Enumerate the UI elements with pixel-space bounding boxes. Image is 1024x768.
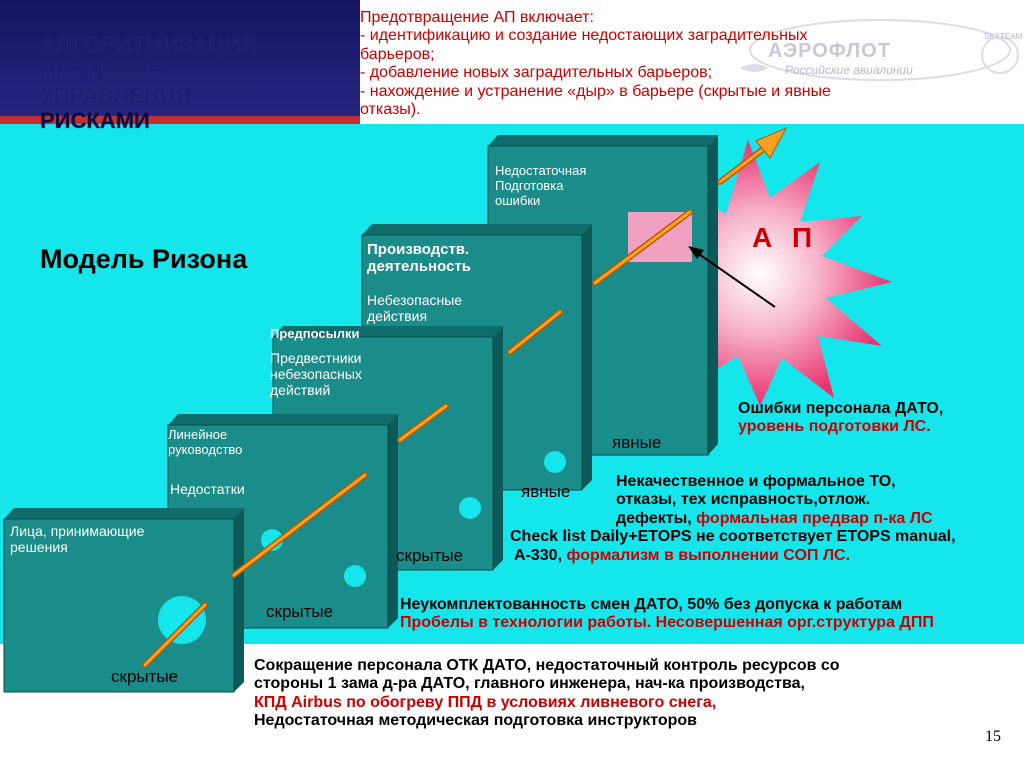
prevention-line-4: - нахождение и устранение «дыр» в барьере (скрытые и явные xyxy=(360,82,831,100)
slab4-side xyxy=(582,224,592,490)
note-personnel-errors: Ошибки персонала ДАТО, уровень подготовки ЛС. xyxy=(738,400,944,436)
prevention-line-3: - добавление новых заградительных барьеров; xyxy=(360,64,713,82)
slab1-label: Лица, принимающие решения xyxy=(10,523,145,556)
title-line-4: РИСКАМИ xyxy=(40,107,150,133)
slab4-label: Производств. деятельность xyxy=(367,241,471,276)
note-maintenance: Некачественное и формальное ТО, отказы, тех исправность,отлож. дефекты, формальная предвар п-ка ЛС Check list Daily+ETOPS не соответствует ETOPS manual, А-330, формализм в выполнении СОП ЛС. xyxy=(510,473,956,564)
slab4-top xyxy=(362,224,592,235)
title-line-1: АЛГОРИТМИЗАЦИЯ xyxy=(40,32,257,57)
slab4-bottom-label: явные xyxy=(521,482,571,501)
slab1-top xyxy=(4,508,244,519)
slab1-side xyxy=(234,508,244,692)
prevention-block xyxy=(360,9,831,119)
prevention-line-1: - идентификацию и создание недостающих заградительных xyxy=(360,27,808,45)
ap-label: А П xyxy=(752,222,819,253)
model-title: Модель Ризона xyxy=(40,244,248,274)
prevention-heading: Предотвращение АП включает: xyxy=(360,9,594,26)
slab2-top xyxy=(168,414,398,425)
slab1-bottom-label: скрытые xyxy=(111,667,179,686)
note-staffing: Неукомплектованность смен ДАТО, 50% без допуска к работам Пробелы в технологии работы. Несовершенная орг.структура ДПП xyxy=(400,596,934,632)
slab5-top xyxy=(488,135,718,146)
title-line-2: ПРОЦЕДУР xyxy=(40,57,163,83)
page-number: 15 xyxy=(985,728,1001,745)
slab3-hole xyxy=(459,497,481,519)
skyteam-label: SKYTEAM xyxy=(984,32,1023,41)
slab4-sub-label: Небезопасные действия xyxy=(367,292,463,325)
logo-wordmark: АЭРОФЛОТ xyxy=(768,40,891,62)
logo-caption: Российские авиалинии xyxy=(785,63,913,77)
slab4-hole xyxy=(544,451,566,473)
slab5-bottom-label: явные xyxy=(612,433,662,452)
slab2-sub-label: Недостатки xyxy=(170,481,245,497)
slab5-side xyxy=(708,135,718,455)
prevention-line-2: барьеров; xyxy=(360,45,435,63)
slab2-bottom-label: скрытые xyxy=(266,602,334,621)
slab3-label: Предпосылки xyxy=(270,326,360,341)
slab2-label: Линейное руководство xyxy=(168,427,243,457)
note-management: Сокращение персонала ОТК ДАТО, недостаточный контроль ресурсов со стороны 1 зама д-ра ДАТО, главного инженера, нач-ка производства, КПД Airbus по обогреву ППД в условиях ливневого снега, Недостаточная методическая подготовка инструкторов xyxy=(254,657,840,730)
slab1-hole xyxy=(158,596,206,644)
prevention-line-5: отказы). xyxy=(360,100,421,118)
slab2-side xyxy=(388,414,398,628)
slab5-label: Недостаточная Подготовка ошибки xyxy=(495,163,587,208)
slab3-side xyxy=(493,326,503,570)
slab3-bottom-label: скрытые xyxy=(396,546,464,565)
slab3-sub-label: Предвестники небезопасных действий xyxy=(270,350,362,399)
slab2-hole-a xyxy=(344,565,366,587)
header-title xyxy=(40,32,256,133)
title-line-3: УПРАВЛЕНИЯ xyxy=(40,82,192,108)
